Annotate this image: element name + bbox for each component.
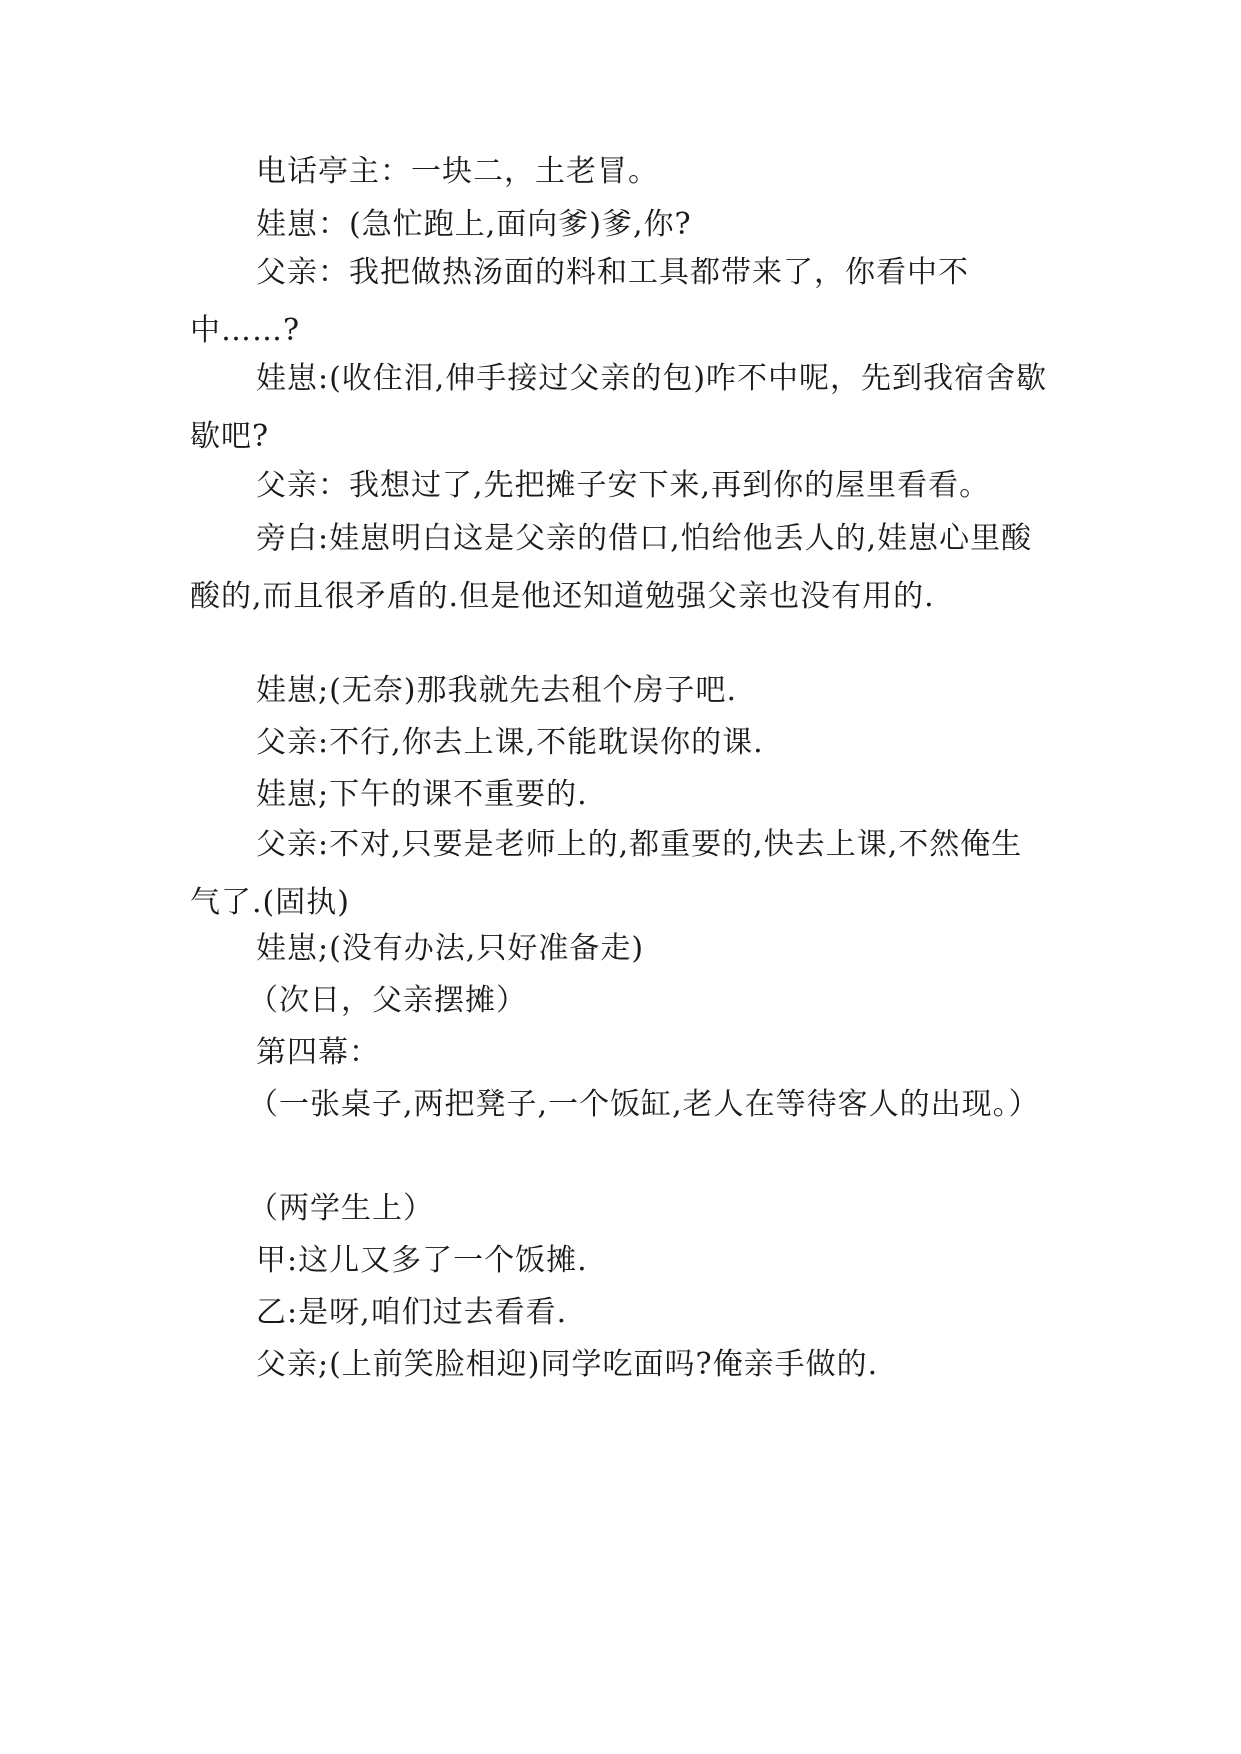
- line-student-jia: 甲:这儿又多了一个饭摊.: [256, 1243, 588, 1278]
- line-father-1: 父亲：我把做热汤面的料和工具都带来了，你看中不中……?: [190, 255, 969, 348]
- line-wazai-1: 娃崽：(急忙跑上,面向爹)爹,你?: [256, 207, 692, 242]
- line-wazai-5: 娃崽;(没有办法,只好准备走): [256, 931, 645, 966]
- line-narrator: 旁白:娃崽明白这是父亲的借口,怕给他丢人的,娃崽心里酸酸的,而且很矛盾的.但是他还知道勉强父亲也没有用的.: [190, 521, 1033, 614]
- line-father-3: 父亲:不行,你去上课,不能耽误你的课.: [256, 725, 764, 760]
- stage-direction-next-day: （次日，父亲摆摊）: [248, 983, 527, 1018]
- line-phone-booth-owner: 电话亭主：一块二，土老冒。: [256, 154, 659, 189]
- stage-direction-students-enter: （两学生上）: [248, 1191, 434, 1226]
- line-student-yi: 乙:是呀,咱们过去看看.: [256, 1295, 568, 1330]
- act-heading-four: 第四幕：: [256, 1035, 380, 1070]
- line-wazai-3: 娃崽;(无奈)那我就先去租个房子吧.: [256, 673, 738, 708]
- line-father-2: 父亲：我想过了,先把摊子安下来,再到你的屋里看看。: [256, 468, 991, 503]
- line-wazai-2: 娃崽:(收住泪,伸手接过父亲的包)咋不中呢，先到我宿舍歇歇吧?: [190, 361, 1048, 454]
- line-wazai-4: 娃崽;下午的课不重要的.: [256, 777, 588, 812]
- stage-direction-setting: （一张桌子,两把凳子,一个饭缸,老人在等待客人的出现。）: [248, 1087, 1040, 1122]
- line-father-5: 父亲;(上前笑脸相迎)同学吃面吗?俺亲手做的.: [256, 1347, 879, 1382]
- line-father-4: 父亲:不对,只要是老师上的,都重要的,快去上课,不然俺生气了.(固执): [190, 827, 1023, 920]
